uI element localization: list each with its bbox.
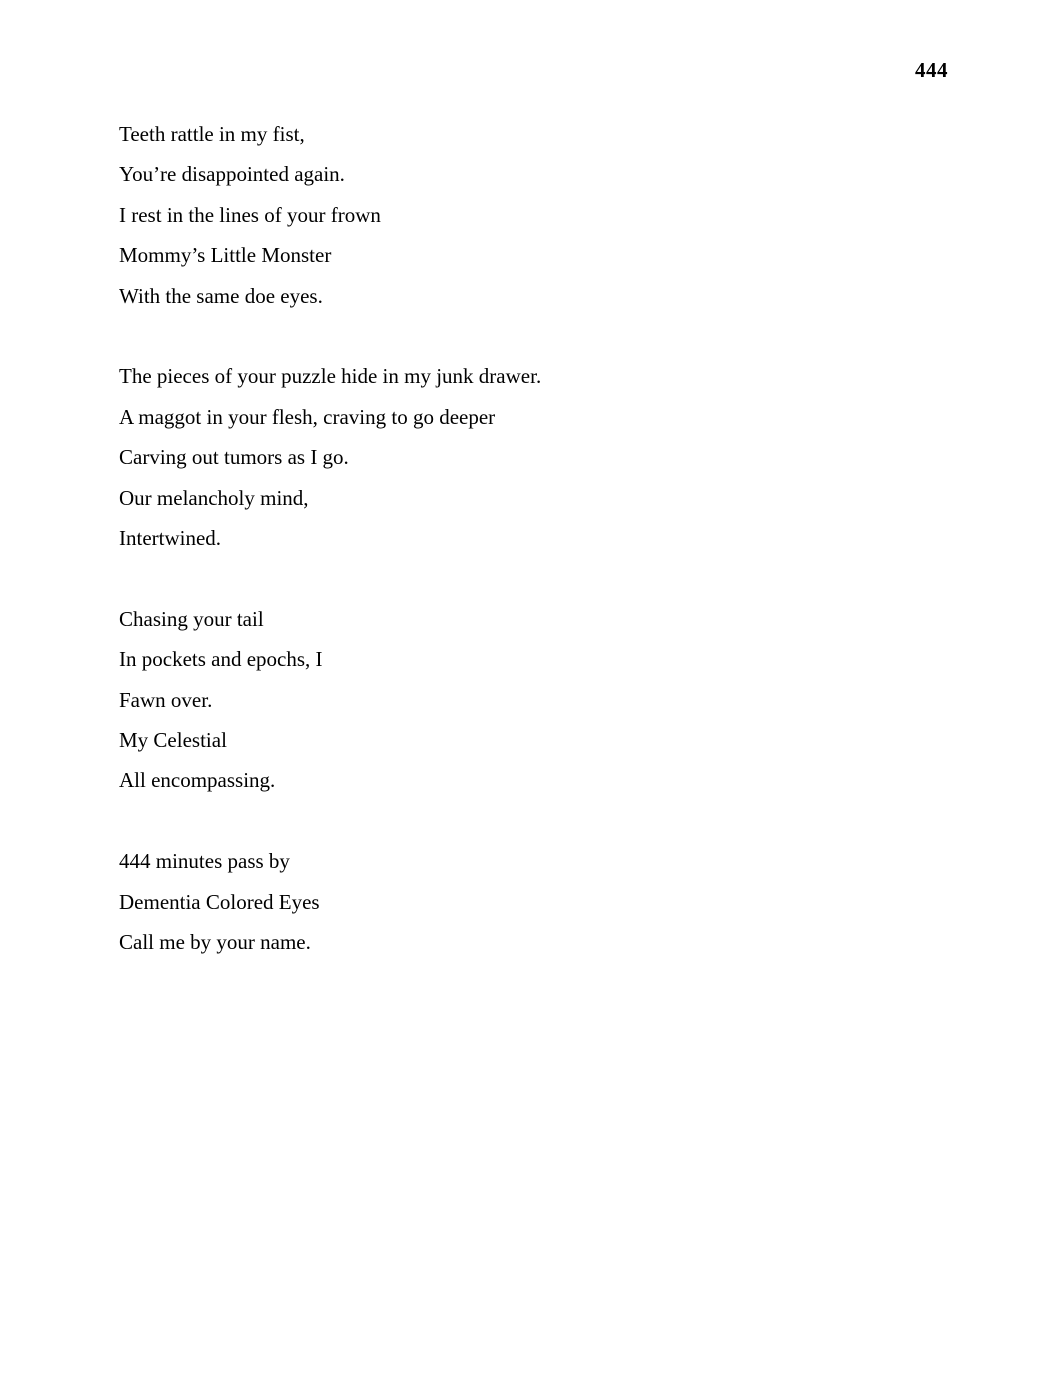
poem-line: Intertwined. bbox=[119, 526, 222, 551]
poem-line: Carving out tumors as I go. bbox=[119, 445, 349, 470]
poem-line: With the same doe eyes. bbox=[119, 283, 323, 308]
stanza-1 bbox=[119, 114, 919, 316]
poem-line: Fawn over. bbox=[119, 687, 213, 712]
stanza-3 bbox=[119, 599, 919, 801]
poem-line: Call me by your name. bbox=[119, 930, 311, 955]
poem-body bbox=[119, 114, 919, 1003]
poem-line: Teeth rattle in my fist, bbox=[119, 122, 305, 146]
poem-line: In pockets and epochs, I bbox=[119, 647, 323, 672]
poem-line: Dementia Colored Eyes bbox=[119, 889, 320, 914]
poem-line: You’re disappointed again. bbox=[119, 162, 345, 187]
stanza-2 bbox=[119, 356, 919, 558]
stanza-4 bbox=[119, 841, 919, 962]
poem-line: 444 minutes pass by bbox=[119, 849, 290, 874]
poem-line: The pieces of your puzzle hide in my junk drawer. bbox=[119, 364, 542, 389]
poem-line: Mommy’s Little Monster bbox=[119, 243, 332, 268]
poem-line: Chasing your tail bbox=[119, 606, 264, 631]
poem-line: A maggot in your flesh, craving to go deeper bbox=[119, 404, 496, 429]
poem-line: Our melancholy mind, bbox=[119, 485, 309, 510]
poem-line: My Celestial bbox=[119, 728, 227, 753]
page-number: 444 bbox=[915, 58, 948, 82]
poem-line: All encompassing. bbox=[119, 768, 276, 793]
poem-line: I rest in the lines of your frown bbox=[119, 202, 381, 227]
